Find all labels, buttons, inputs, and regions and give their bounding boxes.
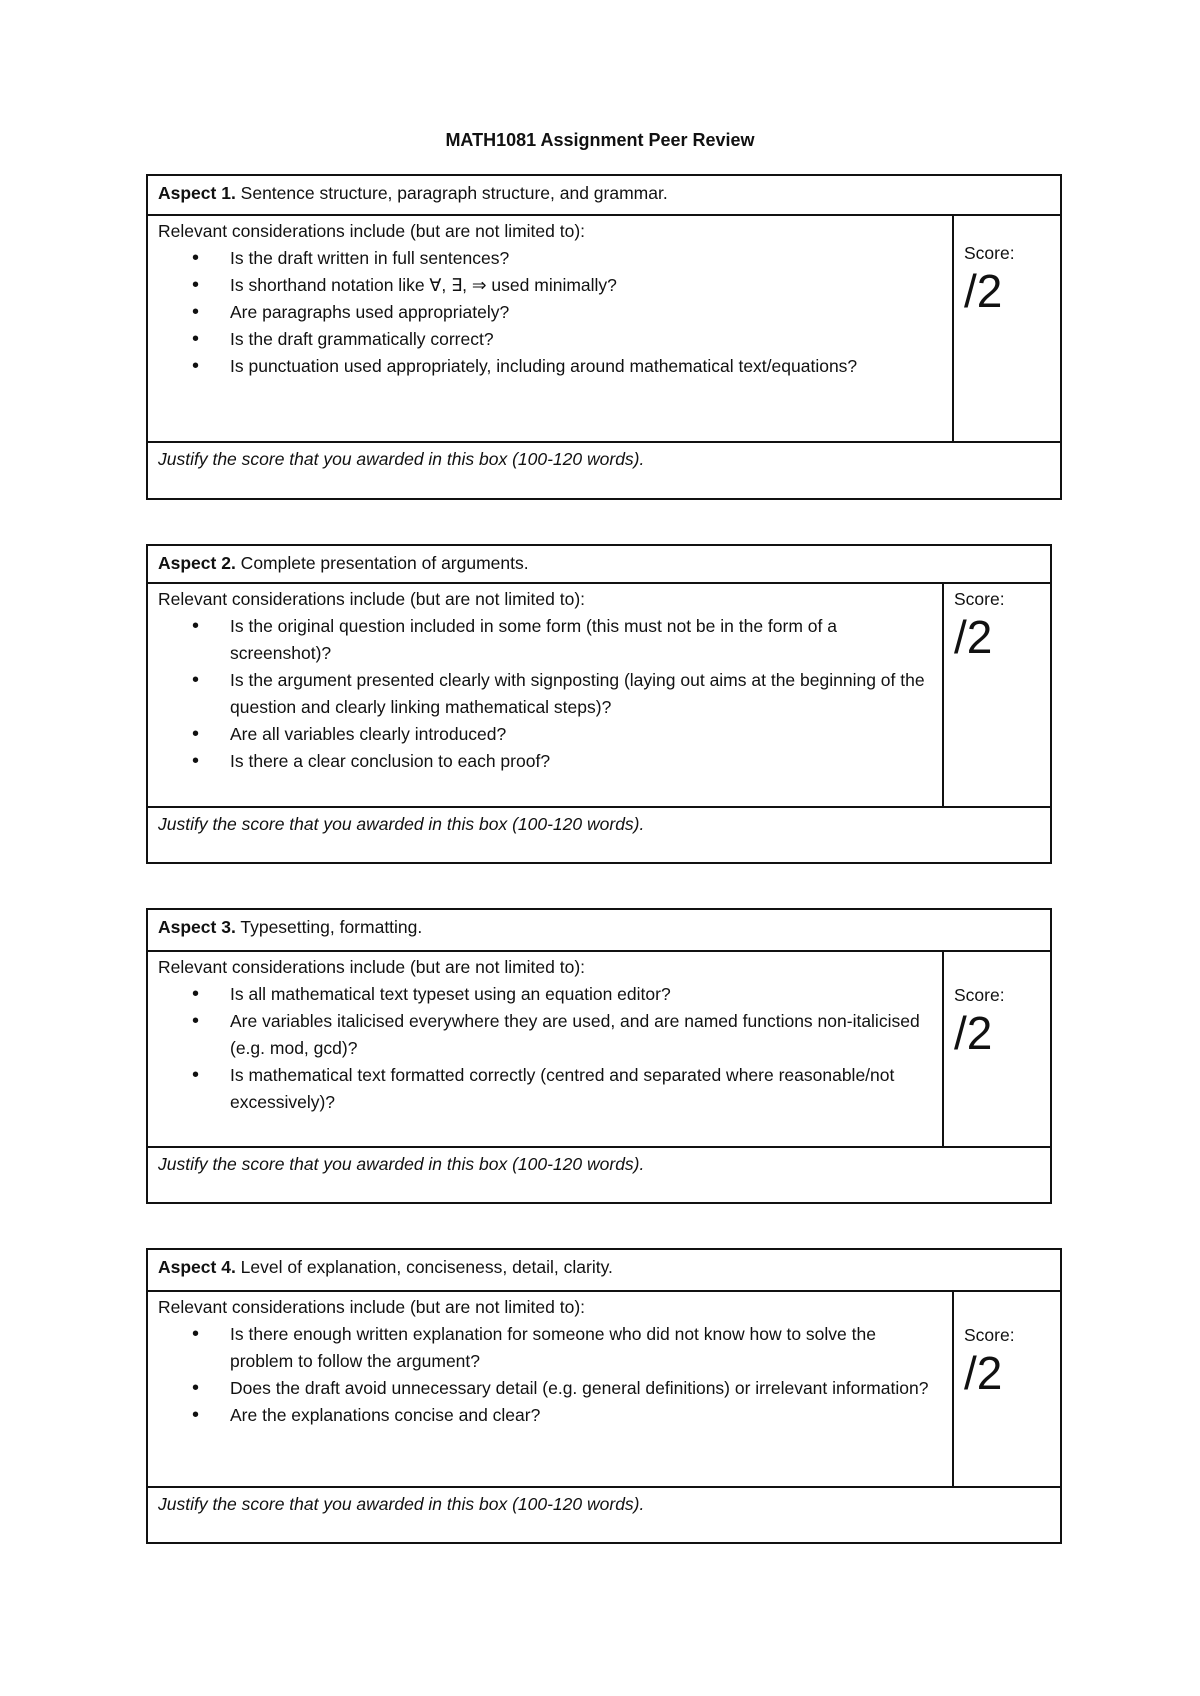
considerations-list [158,1321,942,1429]
considerations-intro: Relevant considerations include (but are not limited to): [158,589,586,609]
aspect-heading [148,176,1060,216]
list-item: • Is shorthand notation like ∀, ∃, ⇒ used minimally? [158,272,942,299]
justification-box[interactable]: Justify the score that you awarded in this box (100-120 words). [158,1494,645,1514]
considerations-row [148,584,1050,808]
list-item: • Is the argument presented clearly with signposting (laying out aims at the beginning of the question and clearly linking mathematical steps)? [158,667,932,721]
considerations-list [158,245,942,380]
score-label: Score: [964,243,1015,263]
aspect-2-table [146,544,1052,864]
considerations-row [148,216,1060,443]
list-item: • Are the explanations concise and clear? [158,1402,942,1429]
list-item: • Is there enough written explanation for someone who did not know how to solve the problem to follow the argument? [158,1321,942,1375]
score-value: /2 [954,611,993,663]
aspect-description: Level of explanation, conciseness, detail, clarity. [235,1257,613,1277]
page-title: MATH1081 Assignment Peer Review [445,130,755,150]
considerations-intro: Relevant considerations include (but are not limited to): [158,957,586,977]
score-value: /2 [964,265,1003,317]
considerations-cell [148,952,942,1146]
score-cell [952,216,1060,441]
aspect-label: Aspect 3. [158,917,236,937]
aspect-label: Aspect 1. [158,183,236,203]
considerations-cell [148,216,952,441]
score-cell [952,1292,1060,1486]
list-item: • Is mathematical text formatted correctly (centred and separated where reasonable/not excessively)? [158,1062,932,1116]
aspect-1-table [146,174,1062,500]
list-item: • Is punctuation used appropriately, including around mathematical text/equations? [158,353,942,380]
list-item: • Is the draft written in full sentences? [158,245,942,272]
score-label: Score: [964,1325,1015,1345]
score-label: Score: [954,985,1005,1005]
aspect-label: Aspect 2. [158,553,236,573]
considerations-list [158,613,932,775]
score-cell [942,952,1050,1146]
aspect-label: Aspect 4. [158,1257,236,1277]
considerations-list [158,981,932,1116]
list-item: • Does the draft avoid unnecessary detail (e.g. general definitions) or irrelevant information? [158,1375,942,1402]
list-item: • Are all variables clearly introduced? [158,721,932,748]
list-item: • Are paragraphs used appropriately? [158,299,942,326]
score-cell [942,584,1050,806]
justification-box[interactable]: Justify the score that you awarded in this box (100-120 words). [158,814,645,834]
aspect-description: Typesetting, formatting. [235,917,423,937]
aspect-heading [148,1250,1060,1292]
aspect-heading [148,546,1050,584]
considerations-cell [148,584,942,806]
score-value: /2 [954,1007,993,1059]
aspect-description: Complete presentation of arguments. [235,553,529,573]
list-item: • Is there a clear conclusion to each proof? [158,748,932,775]
justification-box[interactable]: Justify the score that you awarded in this box (100-120 words). [158,1154,645,1174]
considerations-row [148,952,1050,1148]
considerations-intro: Relevant considerations include (but are not limited to): [158,1297,586,1317]
score-label: Score: [954,589,1005,609]
considerations-intro: Relevant considerations include (but are not limited to): [158,221,586,241]
aspect-heading [148,910,1050,952]
aspect-description: Sentence structure, paragraph structure, and grammar. [235,183,668,203]
aspect-3-table [146,908,1052,1204]
score-value: /2 [964,1347,1003,1399]
justification-box[interactable]: Justify the score that you awarded in this box (100-120 words). [158,449,645,469]
aspect-4-table [146,1248,1062,1544]
list-item: • Is the original question included in some form (this must not be in the form of a screenshot)? [158,613,932,667]
considerations-row [148,1292,1060,1488]
list-item: • Is the draft grammatically correct? [158,326,942,353]
list-item: • Are variables italicised everywhere they are used, and are named functions non-italicised (e.g. mod, gcd)? [158,1008,932,1062]
considerations-cell [148,1292,952,1486]
list-item: • Is all mathematical text typeset using an equation editor? [158,981,932,1008]
